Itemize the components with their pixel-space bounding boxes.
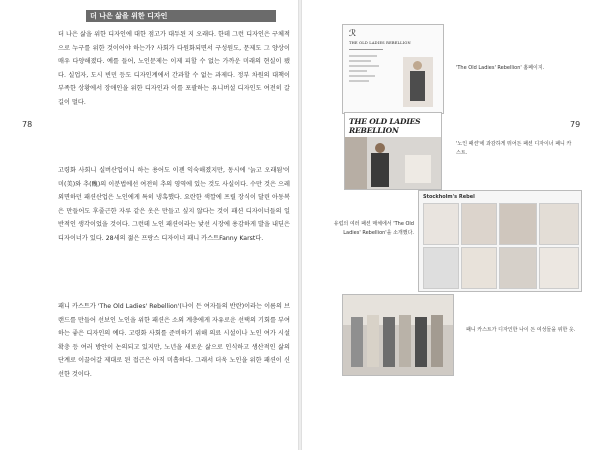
woman-figure [399, 315, 411, 367]
paragraph-1: 더 나은 삶을 위한 디자인에 대한 점고가 대두된 지 오래다. 한데 그런 디자인은 구체적으로 누구를 위한 것이어야 하는가? 사회가 다원화되면서 구성원도, 문제도 그 양상이 매우 다양해졌다. 예를 들어, 노인문제는 이제 피할 수 없는 가까운 미래의 현실이 됐다. 실업자, 도시 빈민 등도 디자인계에서 간과할 수 없는 과제다. 정부 차원의 대책이 부족한 상황에서 장애인을 위한 디자인과 이를 포괄하는 유니버설 디자인도 여전히 갈 길이 멀다. [58, 31, 290, 106]
magazine-page [423, 203, 459, 245]
website-text-line [349, 70, 367, 72]
woman-figure [431, 315, 443, 367]
magazine-page [499, 247, 537, 289]
designer-photo-figure [344, 112, 442, 190]
designer-photo [345, 137, 441, 189]
paragraph-3: 패니 카스트가 'The Old Ladies' Rebellion'(나이 든 여자들의 반란)이라는 이름의 브랜드를 만들어 선보인 노인을 위한 패션은 소외 계층에게 자유로운 선택의 기회를 부여하는 좋은 디자인의 예다. 고령화 사회를 준비하기 위해 의료 시설이나 노인 여가 시설 확충 등 여러 방안이 논의되고 있지만, 노년을 새로운 삶으로 인식하고 생산적인 삶의 단계로 이끌어갈 제대로 된 접근은 아직 미흡하다. 그래서 더욱 노인을 위한 패션이 신선한 것이다. [58, 303, 290, 378]
website-text-line [349, 55, 377, 57]
website-screenshot-figure [342, 24, 444, 114]
figure-3-caption: 유럽의 여러 패션 매체에서 'The Old Ladies' Rebellion'을 소개했다. [333, 221, 414, 236]
section-heading: 더 나은 삶을 위한 디자인 [86, 10, 276, 22]
magazine-header-text: Stockholm's Rebel [423, 194, 475, 200]
figure-1-caption: 'The Old Ladies' Rebellion' 홈페이지. [456, 65, 545, 71]
figure-4-caption: 패니 카스트가 디자인한 나이 든 여성들을 위한 옷. [466, 327, 576, 333]
model-dress [410, 71, 425, 101]
magazine-page [461, 203, 497, 245]
website-text-line [349, 80, 369, 82]
page-number-left: 78 [22, 120, 33, 129]
website-text-line [349, 75, 375, 77]
website-text-line [349, 60, 371, 62]
designer-head [375, 143, 385, 153]
woman-figure [415, 317, 427, 367]
model-head [413, 61, 422, 70]
magazine-page [539, 203, 579, 245]
website-logo-text: THE OLD LADIES REBELLION [349, 41, 411, 45]
magazine-page [539, 247, 579, 289]
magazine-page [461, 247, 497, 289]
woman-figure [351, 317, 363, 367]
paragraph-2: 고령화 사회니 실버산업이니 하는 용어도 이젠 익숙해졌지만, 동시에 '늙고 오래됨'이 미(美)와 추(醜)의 이분법에선 여전히 추의 영역에 있는 것도 사실이다. 수만 것은 으레 외면하던 패션산업은 노인에게 특히 냉혹했다. 요란한 색깔에 프릴 장식이 달린 아동복은 만들어도 후줄근한 자루 같은 옷은 만들고 싶지 않다는 것이 패션 디자이너들의 일반적인 생각이었을 것이다. 그런데 노인 패션이라는 낯선 시장에 용감하게 발을 내딛은 디자이너가 있다. 28세의 젊은 프랑스 디자이너 패니 카스트Fanny Karst다. [58, 167, 290, 242]
website-divider [349, 49, 383, 50]
group-photo-figure [342, 294, 454, 376]
photo-background-right [405, 155, 431, 183]
model-photo [403, 57, 433, 107]
magazine-page [499, 203, 537, 245]
photo-background-left [345, 137, 367, 189]
page-number-right: 79 [570, 120, 581, 129]
figure-2-caption: '노인 패션'에 과감하게 뛰어든 패션 디자이너 패니 카스트. [456, 141, 572, 156]
book-gutter [298, 0, 302, 450]
magazine-collage-figure [418, 190, 582, 292]
woman-figure [383, 317, 395, 367]
brand-monogram-icon: ℛ [349, 29, 357, 39]
rebellion-logo-text: THE OLD LADIES REBELLION [349, 117, 421, 135]
woman-figure [367, 315, 379, 367]
designer-body [371, 153, 389, 187]
magazine-page [423, 247, 459, 289]
website-text-line [349, 65, 379, 67]
